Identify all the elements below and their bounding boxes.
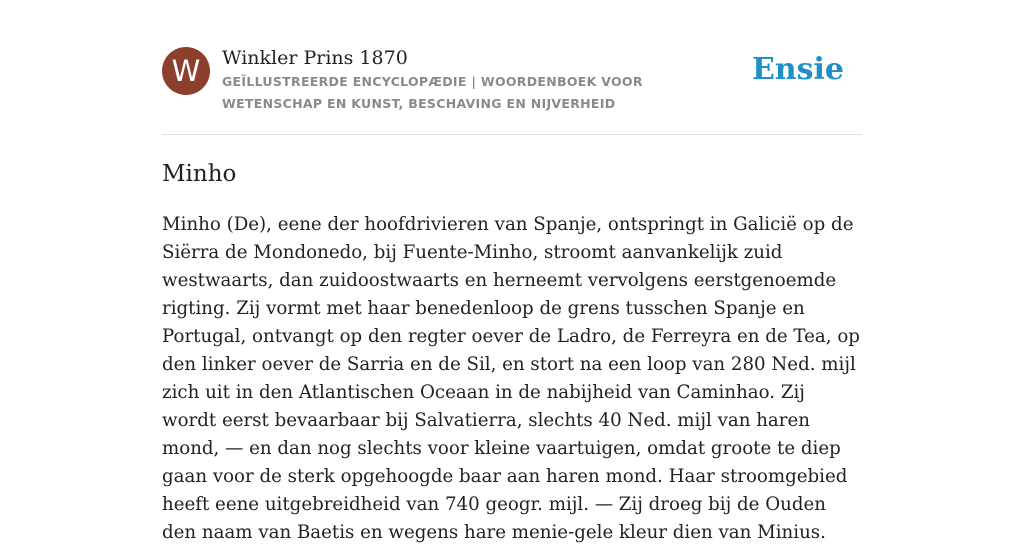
page-content [162, 46, 862, 547]
source-meta [222, 46, 742, 115]
avatar-letter: W [171, 54, 201, 88]
source-subtitle: GEÏLLUSTREERDE ENCYCLOPÆDIE | WOORDENBOEK VOOR WETENSCHAP EN KUNST, BESCHAVING EN NIJVERHEID [222, 74, 643, 111]
article-body: Minho (De), eene der hoofdrivieren van Spanje, ontspringt in Galicië op de Siërra de Mondonedo, bij Fuente-Minho, stroomt aanvankelijk zuid westwaarts, dan zuidoostwaarts en herneemt vervolgens eerstgenoemde rigting. Zij vormt met haar benedenloop de grens tusschen Spanje en Portugal, ontvangt op den regter oever de Ladro, de Ferreyra en de Tea, op den linker oever de Sarria en de Sil, en stort na een loop van 280 Ned. mijl zich uit in den Atlantischen Oceaan in de nabijheid van Caminhao. Zij wordt eerst bevaarbaar bij Salvatierra, slechts 40 Ned. mijl van haren mond, — en dan nog slechts voor kleine vaartuigen, omdat groote te diep gaan voor de sterk opgehoogde baar aan haren mond. Haar stroomgebied heeft eene uitgebreidheid van 740 geogr. mijl. — Zij droeg bij de Ouden den naam van Baetis en wegens hare menie-gele kleur dien van Minius. [162, 214, 860, 543]
brand-logo[interactable]: Ensie [751, 52, 844, 87]
article-title: Minho [162, 161, 237, 187]
source-avatar[interactable] [162, 47, 210, 95]
source-header [162, 46, 862, 135]
source-title[interactable]: Winkler Prins 1870 [222, 47, 408, 69]
